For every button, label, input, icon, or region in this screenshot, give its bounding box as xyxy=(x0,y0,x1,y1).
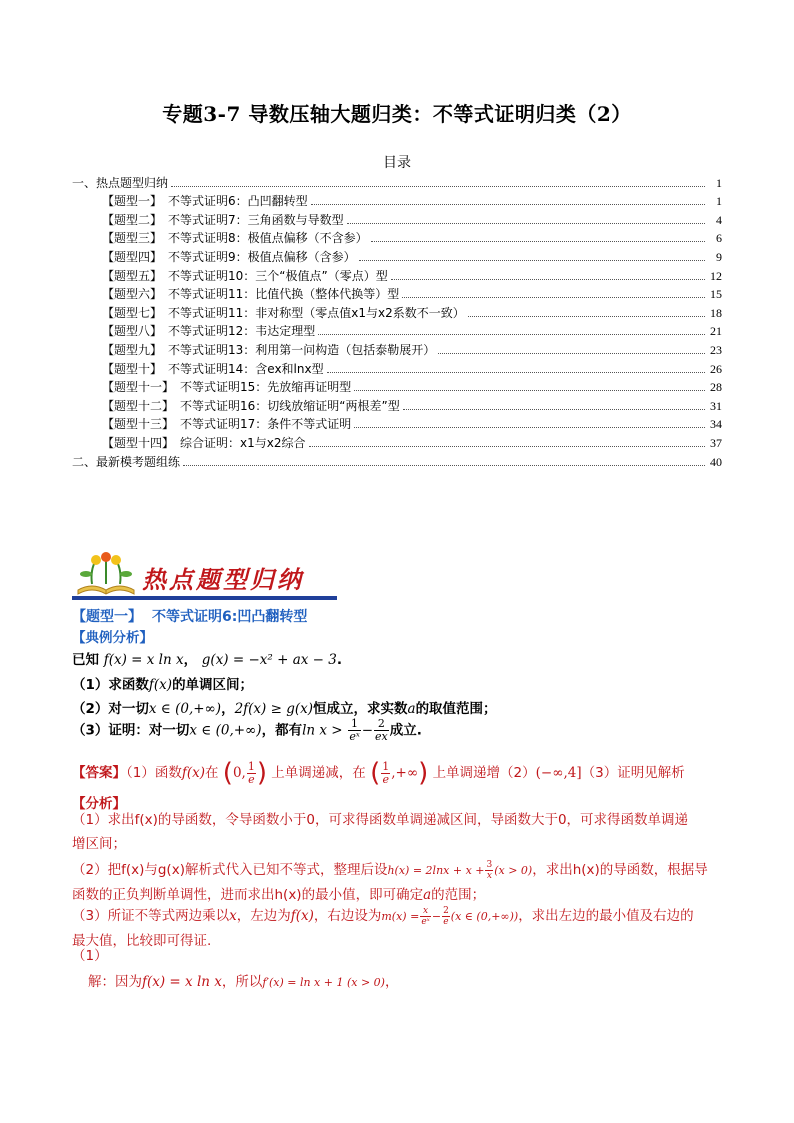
q1-fx: f(x) xyxy=(148,677,173,693)
example-label: 【典例分析】 xyxy=(72,630,153,646)
q3-suffix: 成立. xyxy=(389,722,422,739)
toc-row-label: 不等式证明8：极值点偏移（不含参） xyxy=(168,231,368,246)
toc-row[interactable] xyxy=(72,321,722,340)
toc-row-page: 37 xyxy=(710,435,722,450)
analysis-s3-c: ，右边设为 xyxy=(313,908,382,924)
solution-f-prime: f′(x) = ln x + 1 (x > 0) xyxy=(262,976,385,989)
toc-row-leader xyxy=(347,223,705,224)
toc-row-label: 不等式证明11：比值代换（整体代换等）型 xyxy=(168,287,400,302)
q2-suffix: 恒成立，求实数 xyxy=(313,701,408,717)
analysis-s3-line2: 最大值，比较即可得证. xyxy=(72,933,212,949)
toc-row-page: 21 xyxy=(710,324,722,339)
toc-row-leader xyxy=(183,465,705,466)
toc-row-label: 不等式证明7：三角函数与导数型 xyxy=(168,212,344,227)
toc-row-page: 18 xyxy=(710,305,722,320)
toc-row-tag: 【题型十二】 xyxy=(102,398,175,413)
toc-row-tag: 【题型十三】 xyxy=(102,417,175,432)
analysis-s2-line2a: 函数的正负判断单调性，进而求出h(x)的最小值，即可确定 xyxy=(72,887,424,903)
toc-row-leader xyxy=(371,241,705,242)
q1-prefix: （1）求函数 xyxy=(72,677,149,693)
toc-row[interactable] xyxy=(72,377,722,396)
solution-part-label: （1） xyxy=(72,948,108,964)
solution-line xyxy=(88,970,398,990)
toc-row-leader xyxy=(468,316,705,317)
answer-interval-1: (0, $\frac{1}{e}$ ) xyxy=(222,758,267,788)
toc-row[interactable] xyxy=(72,228,722,247)
analysis-s2-var: a xyxy=(423,887,432,903)
toc-row[interactable] xyxy=(72,265,722,284)
q3-mid: ，都有 xyxy=(261,722,303,739)
toc-row-page: 15 xyxy=(710,287,722,302)
toc-row-leader xyxy=(171,186,705,187)
analysis-s3-fx: f(x) xyxy=(290,908,314,924)
q1-suffix: 的单调区间； xyxy=(172,677,254,693)
solution-b: ，所以 xyxy=(221,974,263,990)
section-label: 不等式证明6:凹凸翻转型 xyxy=(152,609,308,625)
toc-row[interactable] xyxy=(72,284,722,303)
solution-c: ， xyxy=(384,974,399,990)
q2-end: 的取值范围； xyxy=(415,701,497,717)
answer-range: (−∞,4] xyxy=(535,765,582,781)
answer-part-1: （1）函数 xyxy=(126,765,182,781)
toc-row-label: 不等式证明17：条件不等式证明 xyxy=(180,417,352,432)
answer-part-5: （3）证明见解析 xyxy=(581,765,685,781)
q3-fraction-2: $\frac{2}{ex}$ xyxy=(375,717,388,743)
toc-row-leader xyxy=(402,297,705,298)
toc-row-tag: 【题型九】 xyxy=(102,342,163,357)
toc-row[interactable] xyxy=(72,209,722,228)
toc-row-label: 不等式证明13：利用第一问构造（包括泰勒展开） xyxy=(168,342,436,357)
question-1 xyxy=(72,673,253,693)
q3-prefix: （3）证明：对一切 xyxy=(72,722,190,739)
toc-row-label: 不等式证明14：含ex和lnx型 xyxy=(168,361,324,376)
answer-part-2: 在 xyxy=(205,765,219,781)
analysis-step-3: （3）所证不等式两边乘以x，左边为f(x)，右边设为m(x) = $\frac{x}{\text{eˣ}}$ − $\frac{2}{e}$ (x ∈ (0,+∞))，求出左边的最小值及右边的 最大值，比较即可得证. xyxy=(72,904,722,953)
toc-row-label: 不等式证明16：切线放缩证明“两根差”型 xyxy=(180,398,400,413)
q3-domain: x ∈ (0,+∞) xyxy=(189,722,262,739)
analysis-s3-a: （3）所证不等式两边乘以 xyxy=(72,908,230,924)
toc-row-page: 34 xyxy=(710,417,722,432)
toc-row-label: 综合证明：x1与x2综合 xyxy=(180,435,306,450)
toc-row-label: 不等式证明12：韦达定理型 xyxy=(168,324,316,339)
toc-row[interactable] xyxy=(72,414,722,433)
toc-row[interactable] xyxy=(72,191,722,210)
toc-row-page: 12 xyxy=(710,268,722,283)
section-heading xyxy=(72,606,307,626)
solution-a: 解：因为 xyxy=(88,974,142,990)
q3-lhs: ln x > xyxy=(302,722,343,739)
toc-row[interactable] xyxy=(72,339,722,358)
toc-row-label: 一、热点题型归纳 xyxy=(72,175,169,190)
section-banner xyxy=(72,552,342,602)
answer-part-4: 上单调递增（2） xyxy=(432,765,536,781)
toc-row-leader xyxy=(354,390,705,391)
toc-row-tag: 【题型八】 xyxy=(102,324,163,339)
given-prefix: 已知 xyxy=(72,652,99,668)
toc-row[interactable] xyxy=(72,358,722,377)
toc-row[interactable] xyxy=(72,395,722,414)
toc-row-label: 不等式证明10：三个“极值点”（零点）型 xyxy=(168,268,388,283)
g-definition: g(x) = −x² + ax − 3 xyxy=(201,652,337,668)
toc-heading: 目录 xyxy=(383,155,411,171)
toc-row-tag: 【题型六】 xyxy=(102,287,163,302)
toc-row-leader xyxy=(403,409,705,410)
solution-f-def: f(x) = x ln x xyxy=(142,974,222,990)
toc-row-leader xyxy=(318,334,705,335)
toc-row-leader xyxy=(354,427,705,428)
analysis-s1-line1: （1）求出f(x)的导函数，令导函数小于0，可求得函数单调递减区间，导函数大于0，可求得函数单调递 xyxy=(72,812,689,828)
toc-row-page: 31 xyxy=(710,398,722,413)
toc-row-tag: 【题型十】 xyxy=(102,361,163,376)
analysis-h-def: h(x) = 2lnx + x + xyxy=(387,864,485,877)
analysis-m-cond: (x ∈ (0,+∞)) xyxy=(450,910,519,923)
analysis-step-2: （2）把f(x)与g(x)解析式代入已知不等式，整理后设h(x) = 2lnx + x + $\frac{3}{x}$ (x > 0)，求出h(x)的导函数，根据导 函数的正负判断单调性，进而求出h(x)的最小值，即可确定a的范围； xyxy=(72,859,708,903)
toc-row-page: 6 xyxy=(716,231,722,246)
toc-row-page: 28 xyxy=(710,380,722,395)
toc-row-page: 23 xyxy=(710,342,722,357)
problem-given: 已知 f(x) = x ln x， g(x) = −x² + ax − 3. xyxy=(72,652,342,668)
banner-title: 热点题型归纳 xyxy=(142,565,304,594)
table-of-contents xyxy=(72,172,722,470)
toc-row-label: 不等式证明11：非对称型（零点值x1与x2系数不一致） xyxy=(168,305,465,320)
q2-inequality: 2f(x) ≥ g(x) xyxy=(234,701,313,717)
toc-row-page: 26 xyxy=(710,361,722,376)
answer-line xyxy=(72,758,685,788)
toc-row[interactable] xyxy=(72,172,722,191)
solution-part xyxy=(72,944,722,968)
toc-row-tag: 【题型七】 xyxy=(102,305,163,320)
toc-row-tag: 【题型二】 xyxy=(102,212,163,227)
toc-row-page: 40 xyxy=(710,454,722,469)
analysis-step-1 xyxy=(72,808,722,856)
toc-row-leader xyxy=(438,353,705,354)
toc-row[interactable] xyxy=(72,451,722,470)
document-title: 专题3-7 导数压轴大题归类：不等式证明归类（2） xyxy=(162,102,632,126)
toc-row-tag: 【题型五】 xyxy=(102,268,163,283)
answer-interval-2: ( $\frac{1}{e}$ ,+∞) xyxy=(370,758,429,788)
analysis-label-text: 【分析】 xyxy=(72,796,126,812)
toc-row-label: 不等式证明9：极值点偏移（含参） xyxy=(168,249,356,264)
answer-label: 【答案】 xyxy=(72,765,126,781)
banner-underline xyxy=(72,596,337,600)
q3-fraction-1: $\frac{1}{\text{eˣ}}$ xyxy=(349,717,360,743)
toc-row[interactable] xyxy=(72,302,722,321)
toc-row-label: 二、最新模考题组练 xyxy=(72,454,181,469)
toc-row-page: 4 xyxy=(716,212,722,227)
toc-row-page: 9 xyxy=(716,249,722,264)
analysis-s2-b: ，求出h(x)的导函数，根据导 xyxy=(532,862,708,878)
question-2: （2）对一切x ∈ (0,+∞)，2f(x) ≥ g(x)恒成立，求实数a的取值范围； xyxy=(72,701,497,717)
toc-row-tag: 【题型四】 xyxy=(102,249,163,264)
toc-row-label: 不等式证明15：先放缩再证明型 xyxy=(180,380,352,395)
toc-row-leader xyxy=(359,260,705,261)
toc-row[interactable] xyxy=(72,246,722,265)
toc-row-page: 1 xyxy=(716,175,722,190)
toc-row-tag: 【题型十一】 xyxy=(102,380,175,395)
analysis-h-cond: (x > 0) xyxy=(494,864,533,877)
analysis-s2-a: （2）把f(x)与g(x)解析式代入已知不等式，整理后设 xyxy=(72,862,388,878)
toc-row-tag: 【题型十四】 xyxy=(102,435,175,450)
q2-prefix: （2）对一切 xyxy=(72,701,149,717)
toc-row-tag: 【题型三】 xyxy=(102,231,163,246)
toc-row[interactable] xyxy=(72,432,722,451)
analysis-s2-line2b: 的范围； xyxy=(431,887,486,903)
toc-row-leader xyxy=(327,372,705,373)
answer-fx: f(x) xyxy=(181,765,205,781)
section-tag: 【题型一】 xyxy=(72,609,142,625)
analysis-s3-d: ，求出左边的最小值及右边的 xyxy=(518,908,694,924)
question-3: （3）证明：对一切x ∈ (0,+∞)，都有ln x > $\frac{1}{\text{eˣ}}$ − $\frac{2}{ex}$ 成立. xyxy=(72,717,422,743)
answer-part-3: 上单调递减，在 xyxy=(271,765,366,781)
q2-domain: x ∈ (0,+∞) xyxy=(148,701,222,717)
toc-row-page: 1 xyxy=(716,194,722,209)
analysis-s3-x: x xyxy=(229,908,237,924)
analysis-s1-line2: 增区间； xyxy=(72,836,126,852)
toc-row-tag: 【题型一】 xyxy=(102,194,163,209)
toc-row-leader xyxy=(311,204,705,205)
analysis-m-def: m(x) = xyxy=(381,910,420,923)
q2-variable: a xyxy=(407,701,416,717)
toc-row-leader xyxy=(391,279,705,280)
toc-row-label: 不等式证明6：凸凹翻转型 xyxy=(168,194,308,209)
f-definition: f(x) = x ln x xyxy=(103,652,184,668)
toc-row-leader xyxy=(309,446,706,447)
book-flower-icon xyxy=(72,552,142,598)
analysis-s3-b: ，左边为 xyxy=(236,908,291,924)
